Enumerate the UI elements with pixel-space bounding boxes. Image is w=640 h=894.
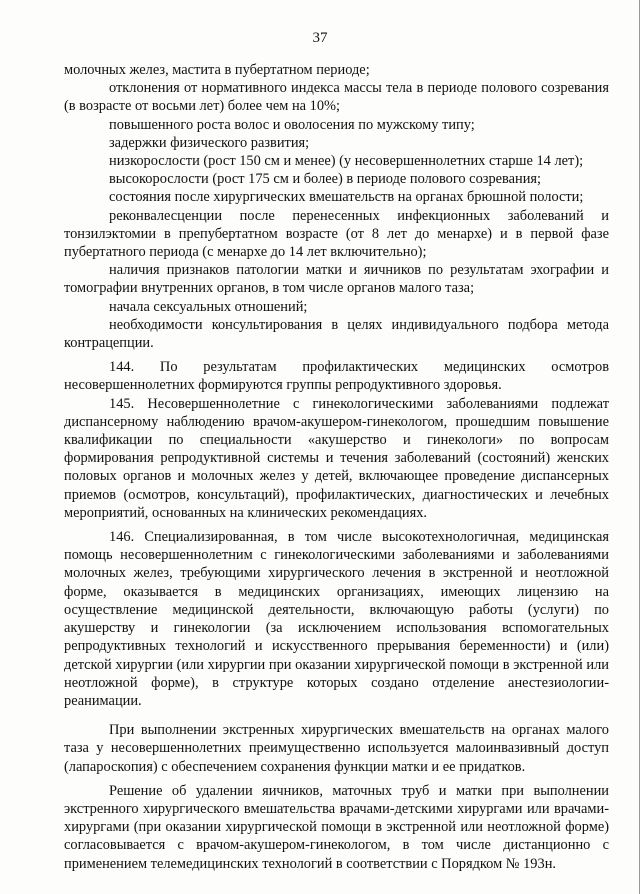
paragraph: 145. Несовершеннолетние с гинекологическими заболеваниями подлежат диспансерному наблюдению врачом-акушером-гинекологом, прошедшим повышение квалификации по специальности «акушерство и гинекологи» по вопросам формирования репродуктивной системы и течения заболеваний (состояний) женских половых органов и молочных желез у детей, включающее проведение диспансерных приемов (осмотров, консультаций), профилактических, диагностических и лечебных мероприятий, основанных на клинических рекомендациях. bbox=[64, 395, 609, 521]
paragraph: молочных желез, мастита в пубертатном периоде; bbox=[64, 62, 370, 78]
paragraph: начала сексуальных отношений; bbox=[109, 298, 308, 315]
paragraph: отклонения от нормативного индекса массы тела в периоде полового созревания (в возрасте от восьми лет) более чем на 10%; bbox=[64, 80, 609, 115]
paragraph: высокорослости (рост 175 см и более) в периоде полового созревания; bbox=[109, 171, 542, 188]
paragraph: состояния после хирургических вмешательств на органах брюшной полости; bbox=[109, 189, 584, 206]
document-body bbox=[64, 61, 609, 873]
paragraph: 146. Специализированная, в том числе высокотехнологичная, медицинская помощь несовершеннолетним с гинекологическими заболеваниями и заболеваниями молочных желез, требующими хирургического лечения в экстренной и неотложной форме, оказывается в медицинских организациях, имеющих лицензию на осуществление медицинской деятельности, включающую работы (услуги) по акушерству и гинекологии (за исключением использования вспомогательных репродуктивных технологий и искусственного прерывания беременности) и (или) детской хирургии (или хирургии при оказании хирургической помощи в экстренной или неотложной форме), в структуре которых создано отделение анестезиологии-реанимации. bbox=[64, 529, 609, 709]
paragraph: низкорослости (рост 150 см и менее) (у несовершеннолетних старше 14 лет); bbox=[109, 153, 584, 170]
page-number: 37 bbox=[312, 30, 328, 46]
paragraph: При выполнении экстренных хирургических вмешательств на органах малого таза у несовершеннолетних преимущественно используется малоинвазивный доступ (лапароскопия) с обеспечением сохранения функции матки и ее придатков. bbox=[64, 722, 609, 775]
paragraph: задержки физического развития; bbox=[109, 134, 310, 151]
paragraph: необходимости консультирования в целях индивидуального подбора метода контрацепции. bbox=[64, 316, 609, 352]
paragraph: 144. По результатам профилактических медицинских осмотров несовершеннолетних формируются группы репродуктивного здоровья. bbox=[64, 359, 609, 394]
paragraph: Решение об удалении яичников, маточных труб и матки при выполнении экстренного хирургического вмешательства врачами-детскими хирургами или врачами-хирургами (при оказании хирургической помощи в экстренной или неотложной форме) согласовывается с врачом-акушером-гинекологом, в том числе дистанционно с применением телемедицинских технологий в соответствии с Порядком № 193н. bbox=[64, 782, 609, 872]
paragraph: повышенного роста волос и оволосения по мужскому типу; bbox=[109, 116, 475, 133]
paragraph: реконвалесценции после перенесенных инфекционных заболеваний и тонзилэктомии в препубертатном возрасте (от 8 лет до менархе) и в первой фазе пубертатного периода (с менархе до 14 лет включительно); bbox=[64, 207, 609, 261]
paragraph: наличия признаков патологии матки и яичников по результатам эхографии и томографии внутренних органов, в том числе органов малого таза; bbox=[64, 262, 609, 297]
